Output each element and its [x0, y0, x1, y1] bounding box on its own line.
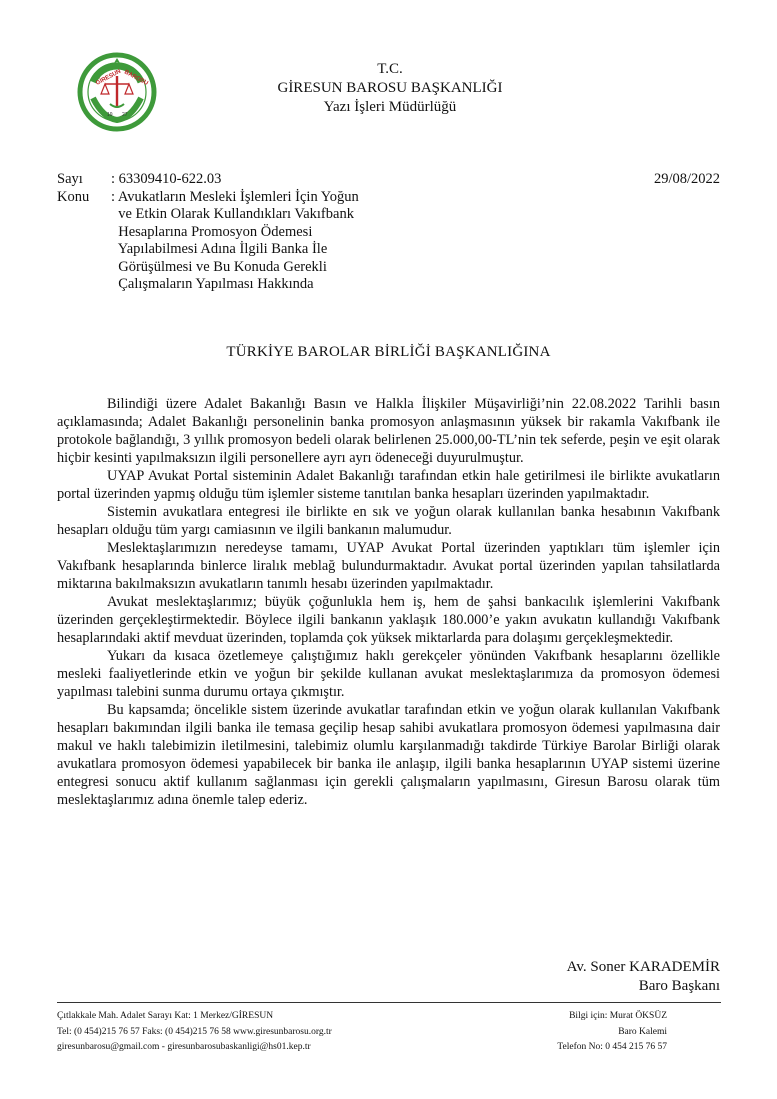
letter-meta — [57, 171, 431, 294]
konu-line: : Avukatların Mesleki İşlemleri İçin Yoğun — [111, 188, 359, 205]
konu-label: Konu — [57, 188, 90, 205]
body-paragraph: Avukat meslektaşlarımız; büyük çoğunlukla hem iş, hem de şahsi bankacılık işlemlerini Vakıfbank üzerinden gerçekleştirmektedir. Böylece ilgili bankanın yaklaşık 180.000’e yakın avukatın kullandığı Vakıfbank hesaplarındaki aktif mevduat üzerinden, toplamda çok yüksek miktarlarda para dolaşımı gerçekleşmektedir. — [57, 594, 720, 646]
footer — [57, 1009, 667, 1056]
konu-line: Görüşülmesi ve Bu Konuda Gerekli — [111, 258, 327, 275]
giresun-barosu-logo — [77, 52, 157, 132]
footer-phone-fax-web: Tel: (0 454)215 76 57 Faks: (0 454)215 76 58 www.giresunbarosu.org.tr — [57, 1026, 332, 1037]
footer-emails: giresunbarosu@gmail.com - giresunbarosubaskanligi@hs01.kep.tr — [57, 1042, 311, 1052]
svg-text:GİRESUN: GİRESUN — [95, 68, 123, 87]
header-line-baro: GİRESUN BAROSU BAŞKANLIĞI — [277, 80, 503, 96]
footer-contact-person: Bilgi için: Murat ÖKSÜZ — [569, 1011, 667, 1021]
body-paragraph: Sistemin avukatlara entegresi ile birlikte en sık ve yoğun olarak kullanılan banka hesabının Vakıfbank hesapları olduğu tüm yargı camiasının ve ilgili bankanın malumudur. — [57, 504, 720, 538]
konu-line: Yapılabilmesi Adına İlgili Banka İle — [111, 241, 328, 257]
konu-line: Hesaplarına Promosyon Ödemesi — [111, 223, 313, 240]
konu-line: Çalışmaların Yapılması Hakkında — [111, 276, 314, 292]
svg-text:BAROSU: BAROSU — [123, 69, 149, 87]
footer-divider — [57, 1002, 721, 1003]
svg-text:27: 27 — [122, 112, 128, 118]
signer-title: Baro Başkanı — [638, 978, 720, 994]
header-line-tc: T.C. — [377, 61, 403, 77]
footer-telephone: Telefon No: 0 454 215 76 57 — [557, 1042, 667, 1052]
body-paragraph: Bu kapsamda; öncelikle sistem üzerinde avukatlar tarafından etkin ve yoğun olarak kullanılan Vakıfbank hesapları bakımından ilgili banka ile temasa geçilip hesap sahibi avukatlara promosyon ödemesi yapılmasına dair makul ve haklı talebimizin iletilmesini, talebimiz olumlu karşılanmadığı takdirde Türkiye Barolar Birliği olarak avukatlara promosyon ödemesi yapabilecek bir banka ile anlaşıp, ilgili banka hesaplarının UYAP sistemi üzerine entegresi sonucu aktif kullanım sağlanması için gerekli çalışmaların yapılmasını, Giresun Barosu olarak tüm meslektaşlarımız adına önemle talep ederiz. — [57, 702, 720, 808]
footer-address: Çıtlakkale Mah. Adalet Sarayı Kat: 1 Merkez/GİRESUN — [57, 1011, 274, 1021]
body-paragraph: Meslektaşlarımızın neredeyse tamamı, UYAP Avukat Portal üzerinden yaptıkları tüm işlemler için Vakıfbank hesaplarında binlerce liralık meblağ bulundurmaktadır. Avukat portal üzerinden yapılan tahsilatlarda miktarına bakılmaksızın avukatların tanımlı hesabı üzerinden yapılmaktadır. — [57, 540, 720, 592]
letter-body — [57, 395, 720, 809]
addressee: TÜRKİYE BAROLAR BİRLİĞİ BAŞKANLIĞINA — [226, 344, 551, 360]
sayi-label: Sayı — [57, 171, 83, 187]
signature-block — [567, 958, 720, 996]
svg-text:19: 19 — [107, 112, 113, 118]
footer-department: Baro Kalemi — [618, 1026, 667, 1037]
header-line-mudurluk: Yazı İşleri Müdürlüğü — [323, 99, 457, 115]
body-paragraph: Bilindiği üzere Adalet Bakanlığı Basın ve Halkla İlişkiler Müşavirliği’nin 22.08.2022 Tarihli basın açıklamasında; Adalet Bakanlığı personelinin banka promosyon anlaşmasının yüksek bir rakamla Vakıfbank ile protokole bağlandığı, 3 yıllık promosyon bedeli olarak belirlenen 25.000,00-TL’nin tek seferde, peşin ve eşit olarak hiçbir kesinti yapılmaksızın ilgili personellere ayrı ayrı ödeneceği duyurulmuştur. — [57, 396, 720, 466]
body-paragraph: Yukarı da kısaca özetlemeye çalıştığımız haklı gerekçeler yönünden Vakıfbank hesaplarını özellikle mesleki faaliyetlerinde etkin ve yoğun bir şekilde kullanan avukat meslektaşlarımıza da promosyon ödemesi yapılması talebini sunma durumu ortaya çıkmıştır. — [57, 648, 720, 700]
konu-value — [111, 189, 431, 294]
signer-name: Av. Soner KARADEMİR — [566, 959, 720, 975]
letter-date: 29/08/2022 — [653, 171, 720, 187]
sayi-value: : 63309410-622.03 — [111, 171, 222, 187]
body-paragraph: UYAP Avukat Portal sisteminin Adalet Bakanlığı tarafından etkin hale getirilmesi ile birlikte avukatların portal üzerinden yapmış olduğu tüm işlemler sisteme tanıtılan banka hesapları üzerinden yapılmaktadır. — [57, 468, 720, 502]
konu-line: ve Etkin Olarak Kullandıkları Vakıfbank — [111, 206, 354, 222]
letterhead — [200, 60, 580, 117]
